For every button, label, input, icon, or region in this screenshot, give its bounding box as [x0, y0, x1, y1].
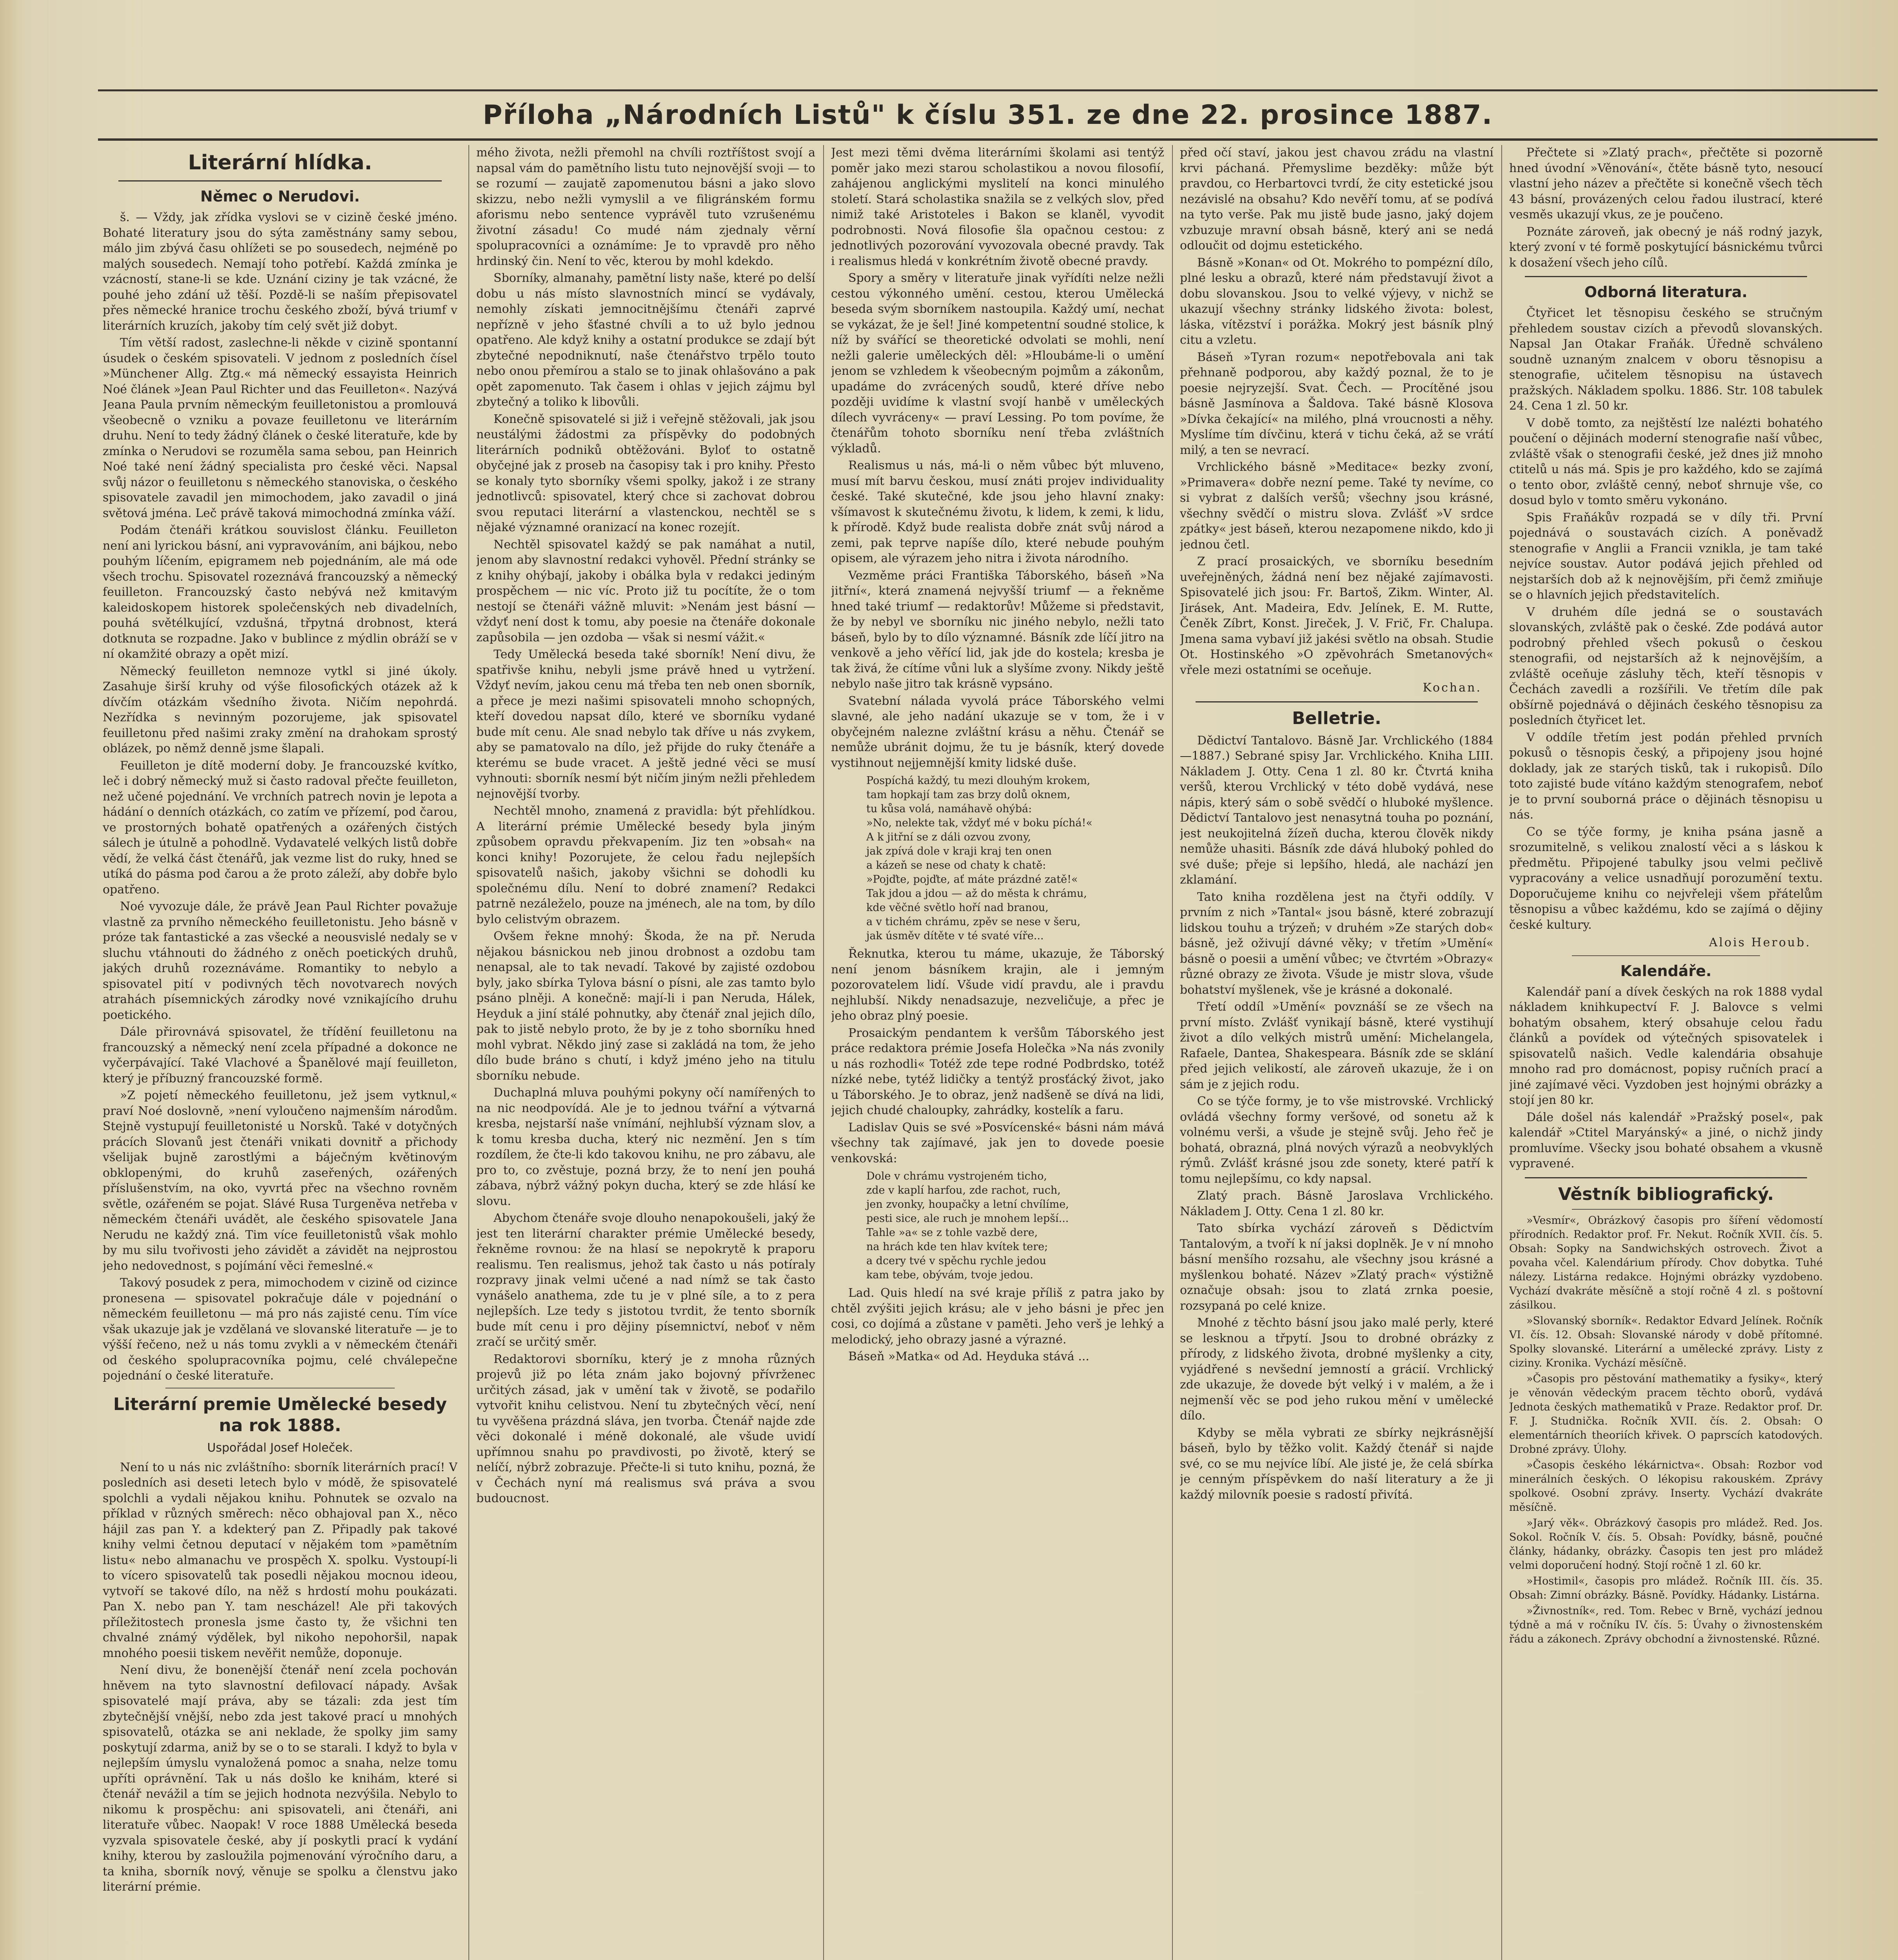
author-signature: Kochan.: [1423, 681, 1482, 695]
paragraph: Třetí oddíl »Umění« povznáší se ze všech na první místo. Zvlášť vynikají básně, které vystihují život a dílo velkých mistrů umění: Michelangela, Rafaele, Dantea, Shakespeara. Básník zde se sklání před jejich velikostí, ale zároveň ukazuje, že i on sám je z jejich rodu.: [1180, 1000, 1493, 1091]
paragraph: Čtyřicet let těsnopisu českého se stručným přehledem soustav cizích a převodů slovanských. Napsal Jan Otakar Fraňák. Úředně schváleno soudně uznaným znalcem v oboru těsnopisu a stenografie, učitelem těsnopisu na ústavech pražských. Nákladem spolku. 1886. Str. 108 tabulek 24. Cena 1 zl. 50 kr.: [1509, 306, 1823, 413]
poem-line: tam hopkají tam zas brzy dolů oknem,: [866, 789, 1071, 801]
paragraph: Vrchlického básně »Meditace« bezky zvoní, »Primavera« dobře nezní peme. Také ty nevíme, co si vybrat z dalších veršů; všechny jsou krásné, všechny svědčí o mistru slova. Zvlášť »V srdce zpátky« jest báseň, kterou nezapomene nikdo, kdo ji jednou četl.: [1180, 460, 1493, 552]
paragraph: Realismus u nás, má-li o něm vůbec být mluveno, musí mít barvu českou, musí znáti projev individuality české. Také skutečné, kde jsou jeho hlavní znaky: všímavost k skutečnému životu, k lidem, k zemi, k lidu, k přírodě. Když bude realista dobře znát svůj národ a zemi, pak teprve napíše dílo, které nebude pouhým opisem, ale výrazem jeho nitra i života národního.: [831, 459, 1164, 565]
column-4: [1180, 145, 1493, 1960]
paragraph: Svatební nálada vyvolá práce Táborského velmi slavné, ale jeho nadání ukazuje se v tom, že i v obyčejném nalezne zvláštní krásu a něhu. Čtenář se nemůže ubránit dojmu, že tu je básník, který dovede vystihnout nejjemnější kmity lidské duše.: [831, 694, 1164, 770]
page-header: [98, 89, 1878, 141]
section-rule: [1525, 276, 1807, 277]
section-title-belletrie: Belletrie.: [1292, 708, 1381, 728]
paragraph: Není divu, že bonenější čtenář není zcela pochován hněvem na tyto slavnostní defilovací nápady. Avšak spisovatelé mají práva, aby se tázali: zda jest tím zbytečnější vnější, nebo zda jest takové prací u mnohých spisovatelů, otázka se ani neklade, že spolky jim samy poskytují zdarma, aniž by se o to se starali. I když to byla v nejlepším úmyslu vynaložená pomoc a snaha, nelze tomu upříti oprávnění. Tak u nás došlo ke knihám, které si čtenář nevážil a tím se jejich hodnota nezvýšila. Nebylo to nikomu k prospěchu: ani spisovateli, ani čtenáři, ani literatuře vůbec. Naopak! V roce 1888 Umělecká beseda vyzvala spisovatele české, aby jí poskytli prací k vydání knihy, kterou by zasloužila pojmenování výročního daru, a ta kniha, sborník nový, věnuje se spolku a členstvu jako literární prémie.: [103, 1663, 457, 1894]
paragraph: Z prací prosaických, ve sborníku besedním uveřejněných, žádná není bez nějaké zajímavosti. Spisovatelé jich jsou: Fr. Bartoš, Zikm. Winter, Al. Jirásek, Ant. Madeira, Edv. Jelínek, E. M. Rutte, Čeněk Zíbrt, Konst. Jireček, J. V. Frič, Fr. Chalupa. Jmena sama vybaví již jakési světlo na obsah. Studie Ot. Hostinského »O zpěvohrách Smetanových« vřele mezi ostatními se oceňuje.: [1180, 555, 1493, 677]
paragraph: Vezměme práci Františka Táborského, báseň »Na jitřní«, která znamená nejvyšší triumf — a řekněme hned také triumf ― redaktorův! Můžeme si představit, že by nebyl ve sborníku nic jiného nebylo, nežli tato báseň, bylo by to dílo významné. Básník zde líčí jitro na venkově a jeho věřící lid, jak jde do kostela; kresba je tak živá, že cítíme vůni luk a slyšíme zvony. Nikdy ještě nebylo naše jitro tak krásně vypsáno.: [831, 568, 1164, 691]
paragraph: Kalendář paní a dívek českých na rok 1888 vydal nákladem knihkupectví F. J. Balovce s velmi bohatým obsahem, který obsahuje celou řadu článků a povídek od výtečných spisovatelek i spisovatelů našich. Vedle kalendária obsahuje mnoho rad pro domácnost, popisy ručních prací a jiné zajímavé věci. Vyzdoben jest hojnými obrázky a stojí jen 80 kr.: [1509, 985, 1823, 1107]
paragraph: Jest mezi těmi dvěma literárními školami asi tentýž poměr jako mezi starou scholastikou a novou filosofií, zahájenou anglickými myslitelí na konci minulého století. Stará scholastika snažila se z velkých slov, před nimiž také Aristoteles i Bakon se klaněl, vyvodit podrobnosti. Nová filosofie šla opačnou cestou: z jednotlivých pozorování vyvozovala obecné pravdy. Tak i realismus hledá v konkrétním životě obecné pravdy.: [831, 146, 1164, 268]
paragraph: Nechtěl spisovatel každý se pak namáhat a nutil, jenom aby slavnostní redakci vyhověl. Přední stránky se z knihy ohýbají, jakoby i obálka byla v redakci jediným prospěchem — nic víc. Proto již tu pocítíte, že o tom nestojí se čtenáři vážně mluvit: »Nenám jest básní — vždyť není dost k tomu, aby poesie na čtenáře dokonale zapůsobila — jen ozdoba — však si nesmí vážit.«: [476, 537, 815, 644]
article-title-nemec: Němec o Nerudovi.: [200, 188, 360, 205]
poem-line: na hrách kde ten hlav kvítek tere;: [866, 1241, 1048, 1253]
poem-line: kde věčné světlo hoří nad branou,: [866, 902, 1049, 914]
paragraph: Redaktorovi sborníku, který je z mnoha různých projevů již po léta znám jako bojovný přívrženec určitých zásad, jak v umění tak v životě, se podařilo vytvořit knihu celistvou. Není tu zbytečných věcí, není tu vyvěšena prázdná sláva, jen tvorba. Čtenář najde zde věci dokonalé i méně dokonalé, ale všude uvidí upřímnou snahu po pravdivosti, po životě, který se nelíčí, nýbrž zobrazuje. Přečte-li si tuto knihu, pozná, že v Čechách nyní má realismus svá práva a svou budoucnost.: [476, 1352, 815, 1505]
section-title-vestnik: Věstník bibliografický.: [1558, 1184, 1774, 1204]
paragraph: Feuilleton je dítě moderní doby. Je francouzské kvítko, leč i dobrý německý muž si často radoval přečte feuilleton, než učené pojednání. Ve vrchních patrech novin je lepota a hádání o denních otázkách, co zatím ve přízemí, pod čarou, ve prostorných bohatě opatřených a ozářených čistých sálech je útulně a pohodlně. Vydavatelé velkých listů dobře vědí, že velká část čtenářů, jak vezme list do ruky, hned se utíká do pásma pod čarou a že proto záleží, aby dobře bylo opatřeno.: [103, 759, 457, 897]
paragraph: Spory a směry v literatuře jinak vyřídíti nelze nežli cestou výkonného umění. cestou, kterou Umělecká beseda svým sborníkem nastoupila. Každý umí, nechat se vykázat, že je šel! Jiné kompetentní soudné stolice, k níž by svářící se theoretické odvolati se mohli, není nežli galerie uměleckých děl: »Hloubáme-li o umění jenom se vzhledem k všeobecným pojmům a zákonům, upadáme do zvrácených soudů, které dříve nebo později uvidíme k vlastní svojí hanbě v uměleckých dílech vyvráceny« — praví Lessing. Po tom povíme, že čtenářům tohoto sborníku není třeba zvláštních výkladů.: [831, 271, 1164, 456]
poem-line: jak zpívá dole v kraji kraj ten onen: [866, 845, 1052, 857]
paragraph: »Živnostník«, red. Tom. Rebec v Brně, vychází jednou týdně a má v ročníku IV. čís. 5: Úvahy o živnostenském řádu a zákonech. Zprávy obchodní a živnostenské. Různé.: [1509, 1604, 1823, 1645]
poem-line: »No, nelekte tak, vždyť mé v boku píchá!«: [866, 817, 1093, 829]
article-rule: [1572, 1209, 1760, 1210]
paragraph: Poznáte zároveň, jak obecný je náš rodný jazyk, který zvoní v té formě poskytující básnickému tvůrci k dosažení všech jeho cílů.: [1509, 225, 1823, 270]
paragraph: »Časopis pro pěstování mathematiky a fysiky«, který je věnován vědeckým pracem těchto oborů, vydává Jednota českých mathematiků v Praze. Redaktor prof. Dr. F. J. Studnička. Ročník XVII. čís. 2. Obsah: O elementárních theoriích křivek. O paprscích katodových. Drobné zprávy. Úlohy.: [1509, 1372, 1823, 1455]
paragraph: Dále došel nás kalendář »Pražský posel«, pak kalendář »Ctitel Maryánský« a jiné, o nichž jindy promluvíme. Všecky jsou bohaté obsahem a vkusně vypravené.: [1509, 1110, 1823, 1171]
column-divider: [1501, 145, 1502, 1960]
paragraph: »Vesmír«, Obrázkový časopis pro šíření vědomostí přírodních. Redaktor prof. Fr. Nekut. Ročník XVII. čís. 5. Obsah: Sopky na Sandwichských ostrovech. Život a povaha včel. Kalendárium přírody. Chov dobytka. Tuhé nálezy. Listárna redakce. Hojnými obrázky vyzdobeno. Vychází dvakráte měsíčně a stojí ročně 4 zl. s poštovní zásilkou.: [1509, 1214, 1823, 1311]
paragraph: Dědictví Tantalovo. Básně Jar. Vrchlického (1884—1887.) Sebrané spisy Jar. Vrchlického. Kniha LIII. Nákladem J. Otty. Cena 1 zl. 80 kr. Čtvrtá kniha veršů, kterou Vrchlický v této době vydává, nese nápis, který sám o sobě svědčí o hluboké myšlence. Dědictví Tantalovo jest nenasytná touha po poznání, jest neukojitelná žízeň ducha, kterou člověk nikdy nemůže uhasiti. Básník zde dává hluboký pohled do své duše; přeje si lepšího, hledá, ale nachází jen zklamání.: [1180, 733, 1493, 887]
paragraph: »Časopis českého lékárnictva«. Obsah: Rozbor vod minerálních českých. O lékopisu rakouském. Zprávy spolkové. Osobní zprávy. Inserty. Vychází dvakráte měsíčně.: [1509, 1459, 1823, 1514]
poem-line: Dole v chrámu vystrojeném ticho,: [866, 1170, 1047, 1182]
paragraph: Není to u nás nic zvláštního: sborník literárních prací! V posledních asi deseti letech bylo v módě, že spisovatelé spolchli a vydali nějakou knihu. Pohnutek se ozvalo na příklad v různých směrech: něco obhajoval pan X., něco hájil zas pan Y. a kdekterý pan Z. Připadly pak takové knihy velmi četnou deputací v nějakém tom »pamětním listu« nebo almanachu ve prospěch X. spolku. Vystoupí-li to vícero spisovatelů tak posedli nějakou mocnou ideou, vytvoří se takové dílo, na něž s hrdostí mohu poukázati. Pan X. nebo pan Y. tam nescházel! Ale při takových příležitostech pronesla jsme často ty, že všichni ten chvalné známý výdělek, byl nikoho nepohoršil, napak mnohého poesii tiskem nevěřit nemůže, doponuje.: [103, 1460, 457, 1660]
column-divider: [468, 145, 469, 1960]
poem-line: jen zvonky, houpačky a letní chvílíme,: [866, 1198, 1069, 1210]
paragraph: »Z pojetí německého feuilletonu, jež jsem vytknul,« praví Noé doslovně, »není vyloučeno najmenším národům. Stejně vystupují feuilletonisté u Norsků. Také v dotyčných prácích Slovanů jest čtenáři vnikati dovnitř a přichody všelijak bujně zarostlými a báječným květinovým obklopenými, do kruhů zaseřených, ozářených příslušenstvím, na oko, vyvrtá přec na všechno rovněm světle, ozářeném se pojat. Slávé Rusa Turgeněva netřeba v německém čtenáři uvádět, ale českého spisovatele Jana Nerudu ne každý zná. Tim více feuilletonistů však mohlo by mu silu tvořivosti jeho závidět a závidět na nejprostou jeho nedovednost, s pojímání věci řemeslné.«: [103, 1089, 457, 1273]
paragraph: Sborníky, almanahy, pamětní listy naše, které po delší dobu u nás místo slavnostních mincí se vydávaly, nemohly získati jemnocitnějšímu čtenáři zaprvé nepřízně v jeho šťastné chvíli a to už bylo jednou opatřeno. Ale když knihy a ostatní produkce se zdají být zbytečné nepodniknutí, naše čtenářstvo trpělo touto nebo onou přemírou a stalo se to jinak ohlašováno a pak opět zapomenuto. Tak časem i ohlas v jejich zájmu byl zbytečný a toliko k libovůli.: [476, 271, 815, 409]
paragraph: Podám čtenáři krátkou souvislost článku. Feuilleton není ani lyrickou básní, ani vypravováním, ani bájkou, nebo pouhým líčením, epigramem neb pojednáním, ale má ode všech trochu. Spisovatel rozeznává francouzský a německý feuilleton. Francouzský často nebývá než kmitavým kaleidoskopem historek společenských neb divadelních, pouhá světélkující, vzdušná, třpytná drobnost, která dotknuta se rozpadne. Jako v bublince z mýdlin obráží se v ní okamžité obrazy a opět mizí.: [103, 523, 457, 661]
paragraph: Co se týče formy, je to vše mistrovské. Vrchlický ovládá všechny formy veršové, od sonetu až k volnému verši, a všude je stejně svůj. Jeho řeč je bohatá, obrazná, plná nových výrazů a neobvyklých rýmů. Zvlášť krásné jsou zde sonety, které patří k tomu nejlepšímu, co kdy napsal.: [1180, 1094, 1493, 1186]
section-title-odborna-literatura: Odborná literatura.: [1584, 283, 1747, 301]
article-title-premie: Literární premie Umělecké besedy na rok 1888.: [113, 1394, 447, 1436]
paragraph: Tato kniha rozdělena jest na čtyři oddíly. V prvním z nich »Tantal« jsou básně, které zobrazují lidskou touhu a trýzeň; v druhém »Ze starých dob« básně, jež oživují dávné věky; v třetím »Umění« básně o poesii a umění vůbec; ve čtvrtém »Obrazy« různé obrazy ze života. Všude je mistr slova, všude bohatství myšlenek, vše je krásné a dokonalé.: [1180, 890, 1493, 997]
paragraph: Konečně spisovatelé si již i veřejně stěžovali, jak jsou neustálými žádostmi za příspěvky do podobných literárních podniků obtěžováni. Byloť to ostatně obyčejné jak z proseb na časopisy tak i pro knihy. Přesto se konaly tyto sborníky všemi spolky, jakož i ze strany jednotlivců: spisovatel, který chce si zachovat dobrou svou reputaci literární a vlastenckou, nechtěl se s nějaké významné oranizací na konec rozejít.: [476, 412, 815, 534]
paragraph: Báseň »Tyran rozum« nepotřebovala ani tak přehnaně podporou, aby každý poznal, že to je poesie nejryzejší. Svat. Čech. — Procítěné jsou básně Jasmínova a Šaldova. Také básně Klosova »Dívka čekající« na milého, plná vroucnosti a něhy. Myslíme tím dívčinu, která v tichu čeká, až se vrátí milý, a ten se nevrací.: [1180, 350, 1493, 457]
poem-line: a kázeň se nese od chaty k chatě:: [866, 859, 1046, 871]
header-title: Příloha „Národních Listů" k číslu 351. ze dne 22. prosince 1887.: [483, 99, 1493, 131]
paragraph: Co se týče formy, je kniha psána jasně a srozumitelně, s velikou znalostí věci a s láskou k předmětu. Připojené tabulky jsou velmi pečlivě vypracovány a velice usnadňují porozumění textu. Doporučujeme knihu co nejvřeleji všem přátelům těsnopisu a vůbec každému, kdo se zajímá o dějiny české kultury.: [1509, 825, 1823, 932]
column-1: [103, 145, 457, 1960]
paragraph: Řeknutka, kterou tu máme, ukazuje, že Táborský není jenom básníkem krajin, ale i jemným pozorovatelem lidí. Všude vidí pravdu, ale i pravdu nejhlubší. Nikdy nenadsazuje, nezveličuje, a přec je jeho obraz plný poesie.: [831, 947, 1164, 1023]
paragraph: Tím větší radost, zaslechne-li někde v cizině spontanní úsudek o českém spisovateli. V jednom z posledních čísel »Münchener Allg. Ztg.« má německý essayista Heinrich Noé článek »Jean Paul Richter und das Feuilleton«. Nazývá Jeana Paula prvním německým feuilletonistou a promlouvá všeobecně o vzniku a povaze feuilletonu ve literárním druhu. Není to tedy žádný článek o české literatuře, kde by zmínka o Nerudovi se rozuměla sama sebou, pan Heinrich Noé také není žádný specialista pro české věci. Napsal svůj názor o feuilletonu s německého stanoviska, o českého spisovatele zavadil jen mimochodem, jako zavadil o jiná světová jména. Leč právě taková mimochodná zmínka váží.: [103, 336, 457, 520]
poem-line: Pospíchá každý, tu mezi dlouhým krokem,: [866, 775, 1091, 787]
paragraph: Přečtete si »Zlatý prach«, přečtěte si pozorně hned úvodní »Věnování«, čtěte básně tyto, nesoucí vlastní jeho název a přečtěte si konečně všech těch 43 básní, provázených celou řadou ilustrací, které vesměs ukazují vkus, ze je poučeno.: [1509, 146, 1823, 221]
paragraph: Dále přirovnává spisovatel, že třídění feuilletonu na francouzský a německý není zcela případné a dokonce ne vyčerpávající. Také Vlachové a Španělové mají feuilleton, který je příbuzný francouzské formě.: [103, 1025, 457, 1085]
column-divider: [1172, 145, 1173, 1960]
paragraph: Prosaickým pendantem k veršům Táborského jest práce redaktora prémie Josefa Holečka »Na nás zvonily u nás rozhodli« Totéž zde tepe rodné Podbrdsko, totéž nízké nebe, tytéž lidičky a tentýž prosťácký život, jako u Táborského. Je to obraz, jenž nadšeně se dívá na lidi, jejich chudé chaloupky, zahrádky, kostelík a faru.: [831, 1026, 1164, 1117]
paragraph: Mnohé z těchto básní jsou jako malé perly, které se lesknou a třpytí. Jsou to drobné obrázky z přírody, z lidského života, drobné myšlenky a city, vyjádřené s nevšední jemností a grácií. Vrchlický zde ukazuje, že dovede být velký i v malém, a že i nejmenší věc se pod jeho rukou mění v umělecké dílo.: [1180, 1316, 1493, 1423]
author-signature: Alois Heroub.: [1709, 936, 1811, 949]
poem-line: kam tebe, obývám, tvoje jedou.: [866, 1269, 1033, 1281]
paragraph: Tedy Umělecká beseda také sborník! Není divu, že spatřivše knihu, nebyli jsme právě hned u vytržení. Vždyť nevím, jakou cenu má třeba ten neb onen sborník, a přece je mezi našimi spisovateli mnoho schopných, kteří dovedou napsat dílo, které ve sborníku vydané bude mít cenu. Ale snad nebylo tak dříve u nás zvykem, aby se pamatovalo na dílo, jež přijde do ruky čtenáře a kterému se bude vracet. A ještě jedné věci se musí vyhnouti: sborník nesmí být ničím jiným nežli přehledem nejnovější tvorby.: [476, 648, 815, 801]
paragraph: mého života, nežli přemohl na chvíli roztříštost svojí a napsal vám do pamětního listu tuto nejnovější svoji — to se rozumí — zaujatě zapomenutou básni a jako slovo skizzu, nebo nežli vymyslil a ve filigránském formu aforismu nebo sentence vyprávěl tuto vzrušenému životní zásadu! Co mudé nám zjednaly věrní spolupracovníci a oznámíme: Je to vpravdě pro něho hrdinský čin. Není to věc, kterou by mohl kdekdo.: [476, 146, 815, 268]
paragraph: Básně »Konan« od Ot. Mokrého to pompézní dílo, plné lesku a obrazů, které nám představují život a dobu slovanskou. Jsou to velké výjevy, v nichž se ukazují všechny stránky lidského života: bolest, láska, vítězství i porážka. Mokrý jest básník plný citu a vzletu.: [1180, 256, 1493, 347]
poem-excerpt: [866, 774, 1164, 943]
paragraph: »Slovanský sborník«. Redaktor Edvard Jelínek. Ročník VI. čís. 12. Obsah: Slovanské národy v době přítomné. Spolky slovanské. Literární a umělecké zprávy. Listy z ciziny. Kronika. Vychází měsíčně.: [1509, 1314, 1823, 1369]
poem-line: jak úsměv dítěte v té svaté víře...: [866, 930, 1044, 942]
paragraph: Nechtěl mnoho, znamená z pravidla: být přehlídkou. A literární prémie Umělecké besedy byla jiným způsobem opravdu překvapením. Jiz ten »obsah« na konci knihy! Pozorujete, že celou řadu nejlepších spisovatelů našich, jakoby všichni se dohodli ku společnému dílu. Není to dobré znamení? Redakci patrně nezáleželo, pouze na jménech, ale na tom, by dílo bylo celistvým obrazem.: [476, 804, 815, 926]
paragraph: před očí staví, jakou jest chavou zrádu na vlastní krvi páchaná. Přemyslime bezděky: může být pravdou, co Herbartovci tvrdí, že city estetické jsou nezávislé na obsahu? Kdo nevěří tomu, ať se podívá na tyto verše. Pak mu jistě bude jasno, jaký dojem vzbuzuje mravní obsah básně, který ani se nedá odloučit od dojmu estetického.: [1180, 146, 1493, 252]
section-rule: [118, 180, 442, 181]
poem-line: A k jitřní se z dáli ozvou zvony,: [866, 831, 1031, 843]
paragraph: Ladislav Quis se své »Posvícenské« básni nám mává všechny tak zajímavé, jak jen to dovede poesie venkovská:: [831, 1120, 1164, 1165]
paragraph: Abychom čtenáře svoje dlouho nenapokoušeli, jaký že jest ten literární charakter prémie Umělecké besedy, řekněme rovnou: že na hlasí se nepokrytě k praporu realismu. Ten realismus, jehož tak často u nás potíraly rozpravy jinak velmi učené a nad nímž se tak často vynášelo anathema, zde tu je v plné síle, a to z pera nejlepších. Lze tedy s jistotou tvrdit, že tento sborník bude mít cenu i pro dějiny písemnictví, neboť v něm zračí se určitý směr.: [476, 1211, 815, 1349]
paragraph: V době tomto, za nejštěstí lze nalézti bohatého poučení o dějinách moderní stenografie naší vůbec, zvláště však o stenografii české, jež dnes již mnoho ctitelů u nás má. Spis je pro každého, kdo se zajímá o tento obor, zvláště cenný, neboť shrnuje vše, co dosud bylo v tomto směru vykonáno.: [1509, 416, 1823, 507]
paragraph: Duchaplná mluva pouhými pokyny očí namířených to na nic neodpovídá. Ale je to jednou tvářní a výtvarná kresba, nejstarší naše vnímání, nejhlubší význam slov, a k tomu kresba ducha, který nic nezmění. Jen s tím rozdílem, že čte-li kdo takovou knihu, ne pro zábavu, ale pro to, co zvěstuje, pozná brzy, že to není jen pouhá zábava, nýbrž vážný pokyn ducha, který se zde hlásí ke slovu.: [476, 1086, 815, 1208]
paragraph: š. — Vždy, jak zřídka vyslovi se v cizině české jméno. Bohaté literatury jsou do sýta zaměstnány samy sebou, málo jim zbývá času ohlížeti se po sousedech, nejméně po malých sousedech. Nemají toho potřebí. Každá zmínka je vzácností, stane-li se kde. Uznání ciziny je tak vzácné, že pouhé jeho zdání už těší. Pozdě-li se naším přepisovatel přes německé hranice trochu českého zboží, bývá triumf v literárních kruzích, jakoby tím celý svět již dobyt.: [103, 211, 457, 333]
paragraph: Německý feuilleton nemnoze vytkl si jiné úkoly. Zasahuje širší kruhy od výše filosofických otázek až k dívčím otázkám všedního života. Ničím nepohrdá. Nezřídka s nevinným pozorujeme, jak spisovatel feuilletonu před našimi zraky změní na drahokam sprostý oblázek, po němž denně jsme šlapali.: [103, 664, 457, 755]
paragraph: »Hostimil«, časopis pro mládež. Ročník III. čís. 35. Obsah: Zimní obrázky. Básně. Povídky. Hádanky. Listárna.: [1509, 1575, 1823, 1601]
article-rule: [1572, 955, 1760, 956]
column-5: [1509, 145, 1823, 1960]
paragraph: Báseň »Matka« od Ad. Heyduka stává ...: [848, 1350, 1089, 1363]
section-rule: [1525, 1177, 1807, 1178]
poem-line: a v tichém chrámu, zpěv se nese v šeru,: [866, 916, 1081, 928]
poem-line: Tahle »a« se z tohle vazbě dere,: [866, 1227, 1038, 1239]
section-title-literarni-hlidka: Literární hlídka.: [188, 151, 372, 174]
paragraph: »Jarý věk«. Obrázkový časopis pro mládež. Red. Jos. Sokol. Ročník V. čís. 5. Obsah: Povídky, básně, poučné články, hádanky, obrázky. Časopis ten jest pro mládež velmi doporučení hodný. Stojí ročně 1 zl. 60 kr.: [1509, 1517, 1823, 1572]
column-divider: [823, 145, 824, 1960]
column-3: [831, 145, 1164, 1960]
section-rule: [1196, 701, 1478, 702]
poem-line: Tak jdou a jdou — až do města k chrámu,: [866, 887, 1087, 900]
section-title-kalendare: Kalendáře.: [1620, 962, 1712, 980]
paragraph: V oddíle třetím jest podán přehled prvních pokusů o těsnopis český, a připojeny jsou hojné doklady, jak ze starých tisků, tak i rukopisů. Dílo toto zajisté bude vítáno každým stenografem, neboť je to první souborná práce o dějinách těsnopisu u nás.: [1509, 730, 1823, 822]
poem-line: tu kůsa volá, namáhavě ohýbá:: [866, 803, 1032, 815]
paragraph: Spis Fraňákův rozpadá se v díly tři. První pojednává o soustavách cizích. A poněvadž stenografie v Anglii a Francii vznikla, je tam také nejvíce soustav. Autor podává jejich přehled od nejstarších dob až k nejnovějším, při čemž zmiňuje se o hlavních jejich představitelích.: [1509, 510, 1823, 602]
paragraph: V druhém díle jedná se o soustavách slovanských, zvláště pak o české. Zde podává autor podrobný přehled všech pokusů o českou stenografii, od nejstarších až k nejnovějším, a zvláště oceňuje zásluhy těch, kteří těsnopis v Čechách zavedli a rozšířili. Ve třetím díle pak obšírně pojednává o dějinách českého těsnopisu za posledních čtyřicet let.: [1509, 605, 1823, 727]
column-2: [476, 145, 815, 1960]
poem-line: pesti sice, ale ruch je mnohem lepší...: [866, 1212, 1069, 1225]
poem-excerpt: [866, 1169, 1164, 1282]
poem-line: zde v kaplí harfou, zde rachot, ruch,: [866, 1184, 1061, 1196]
article-byline: Uspořádal Josef Holeček.: [207, 1441, 353, 1455]
paragraph: Ovšem řekne mnohý: Škoda, že na př. Neruda nějakou básnickou neb jinou drobnost a ozdobu tam nenapsal, ale to tak nevadí. Takové by zajisté ozdobou byly, jako sbírka Tylova básní o písni, ale zas tamto bylo psáno plněji. A konečně: mají-li i pan Neruda, Hálek, Heyduk a jiní stálé pohnutky, aby čtenář znal jejich dílo, pak to jistě nebylo proto, že by je z toho sborníku hned mohl vybrat. Někdo jiný zase si zakládá na tom, že jeho dílo bude bráno s chutí, i když jméno jeho na titulu sborníku nebude.: [476, 929, 815, 1083]
paragraph: Kdyby se měla vybrati ze sbírky nejkrásnější báseň, bylo by těžko volit. Každý čtenář si najde své, co se mu nejvíce líbí. Ale jisté je, že celá sbírka je cenným příspěvkem do naší literatury a že ji každý milovník poesie s radostí přivítá.: [1180, 1426, 1493, 1502]
paragraph: Zlatý prach. Básně Jaroslava Vrchlického. Nákladem J. Otty. Cena 1 zl. 80 kr.: [1180, 1189, 1493, 1218]
poem-line: »Pojďte, pojďte, ať máte prázdné zatě!«: [866, 873, 1078, 886]
paragraph: Lad. Quis hledí na své kraje příliš z patra jako by chtěl zvýšiti jejich krásu; ale v jeho básni je přec jen cosi, co dojímá a zůstane v paměti. Jeho verš je lehký a melodický, jeho obrazy jasné a výrazné.: [831, 1286, 1164, 1347]
paragraph: Tato sbírka vychází zároveň s Dědictvím Tantalovým, a tvoří k ní jaksi doplněk. Je v ní mnoho básní menšího rozsahu, ale všechny jsou krásné a myšlenkou bohaté. Název »Zlatý prach« výstižně označuje obsah: jsou to zlatá zrnka poesie, rozsypaná po celé knize.: [1180, 1221, 1493, 1313]
paragraph: Takový posudek z pera, mimochodem v cizině od cizince pronesena — spisovatel pokračuje dále v pojednání o německém feuilletonu — má pro nás zajisté cenu. Tím více však ukazuje jak je vzdělaná ve slovanské literatuře — je to výšší řečeno, než u nás tomu zvykli a v německém čtenáři od českého spolupracovníka pojmu, celé chválepečne pojednání o české literatuře.: [103, 1276, 457, 1383]
paragraph: Noé vyvozuje dále, že právě Jean Paul Richter považuje vlastně za prvního německého feuilletonistu. Jeho básně v próze tak fantastické a zas všecké a neousvislé nedaly se v sluchu vtáhnouti do žádného z oněch poetických druhů, jakých druhů rozeznáváme. Romantiky to nebylo a spisovatel pití v podivných těch novotvarech nových atrahách písemnických zárodky nové vznikajícího druhu poetického.: [103, 900, 457, 1022]
poem-line: a dcery tvé v spěchu rychle jedou: [866, 1255, 1047, 1267]
